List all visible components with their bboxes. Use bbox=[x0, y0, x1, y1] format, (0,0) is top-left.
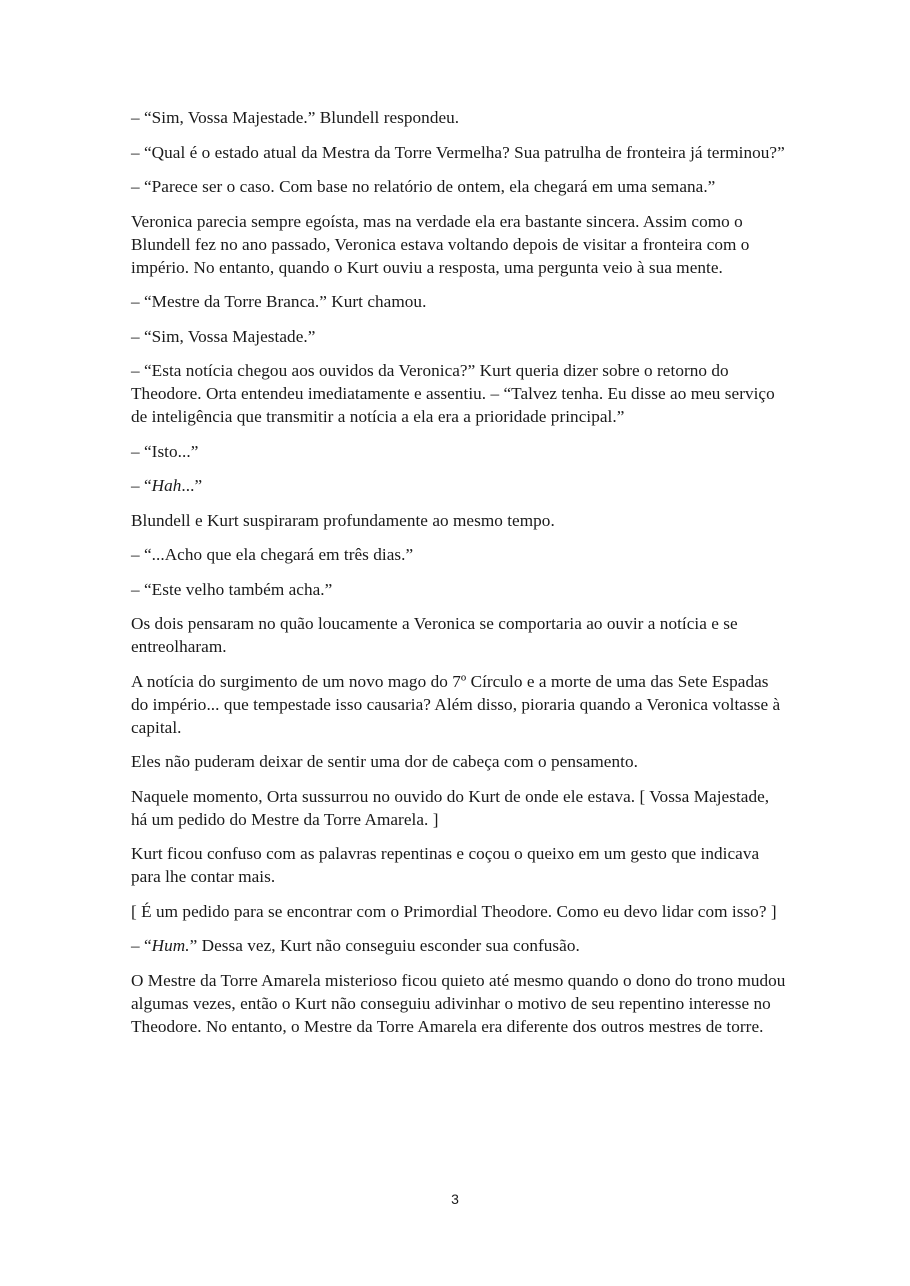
paragraph-text: – “Isto...” bbox=[131, 441, 199, 461]
paragraph-text: Veronica parecia sempre egoísta, mas na verdade ela era bastante sincera. Assim como o Blundell fez no ano passado, Veronica estava voltando depois de visitar a fronteira com o império. No entanto, quando o Kurt ouviu a resposta, uma pergunta veio à sua mente. bbox=[131, 211, 750, 277]
paragraph-text: A notícia do surgimento de um novo mago do 7º Círculo e a morte de uma das Sete Espadas do império... que tempestade isso causaria? Além disso, pioraria quando a Veronica voltasse à capital. bbox=[131, 671, 781, 737]
paragraph-text: – “Qual é o estado atual da Mestra da Torre Vermelha? Sua patrulha de fronteira já terminou?” bbox=[131, 142, 785, 162]
paragraph-text: ” Dessa vez, Kurt não conseguiu esconder sua confusão. bbox=[189, 936, 580, 955]
paragraph-text: – “Esta notícia chegou aos ouvidos da Veronica?” Kurt queria dizer sobre o retorno do Theodore. Orta entendeu imediatamente e assentiu. – “Talvez tenha. Eu disse ao meu serviço de inteligência que transmitir a notícia a ela era a prioridade principal.” bbox=[131, 361, 775, 426]
paragraph-text: [ É um pedido para se encontrar com o Primordial Theodore. Como eu devo lidar com isso? ] bbox=[131, 901, 777, 921]
paragraph bbox=[131, 440, 787, 463]
paragraph-text: – “Mestre da Torre Branca.” Kurt chamou. bbox=[131, 292, 427, 311]
paragraph-text: O Mestre da Torre Amarela misterioso ficou quieto até mesmo quando o dono do trono mudou algumas vezes, então o Kurt não conseguiu adivinhar o motivo de seu repentino interesse no Theodore. No entanto, o Mestre da Torre Amarela era diferente dos outros mestres de torre. bbox=[131, 970, 786, 1036]
paragraph-text: Os dois pensaram no quão loucamente a Veronica se comportaria ao ouvir a notícia e se entreolharam. bbox=[131, 614, 738, 656]
paragraph bbox=[131, 785, 787, 831]
paragraph-text: Eles não puderam deixar de sentir uma dor de cabeça com o pensamento. bbox=[131, 752, 638, 771]
page-number: 3 bbox=[451, 1191, 459, 1207]
paragraph bbox=[131, 359, 787, 428]
paragraph-text: – “ bbox=[131, 476, 152, 495]
paragraph bbox=[131, 210, 787, 279]
italic-text: Hum. bbox=[151, 936, 190, 955]
paragraph bbox=[131, 750, 787, 773]
paragraph bbox=[131, 934, 787, 957]
paragraph-text: – “Parece ser o caso. Com base no relatório de ontem, ela chegará em uma semana.” bbox=[131, 177, 716, 196]
paragraph bbox=[131, 969, 787, 1038]
paragraph-text: – “Este velho também acha.” bbox=[131, 579, 333, 599]
paragraph bbox=[131, 612, 787, 658]
paragraph-text: – “Sim, Vossa Majestade.” bbox=[131, 326, 316, 346]
paragraph bbox=[131, 175, 787, 198]
paragraph-text: Naquele momento, Orta sussurrou no ouvido do Kurt de onde ele estava. [ Vossa Majestade, há um pedido do Mestre da Torre Amarela. ] bbox=[131, 786, 770, 829]
paragraph bbox=[131, 543, 787, 566]
page-body bbox=[131, 106, 787, 1049]
paragraph bbox=[131, 842, 787, 888]
paragraph bbox=[131, 670, 787, 739]
paragraph-text: – “Sim, Vossa Majestade.” Blundell respondeu. bbox=[131, 108, 460, 127]
paragraph-text: – “ bbox=[131, 936, 152, 955]
paragraph bbox=[131, 578, 787, 601]
paragraph bbox=[131, 141, 787, 164]
paragraph bbox=[131, 900, 787, 923]
paragraph bbox=[131, 290, 787, 313]
paragraph bbox=[131, 106, 787, 129]
italic-text: Hah bbox=[151, 476, 182, 495]
paragraph-text: ...” bbox=[181, 476, 203, 495]
paragraph-text: Kurt ficou confuso com as palavras repentinas e coçou o queixo em um gesto que indicava para lhe contar mais. bbox=[131, 844, 760, 886]
paragraph-text: Blundell e Kurt suspiraram profundamente ao mesmo tempo. bbox=[131, 510, 555, 530]
paragraph-text: – “...Acho que ela chegará em três dias.” bbox=[131, 545, 414, 564]
paragraph bbox=[131, 325, 787, 348]
paragraph bbox=[131, 474, 787, 497]
paragraph bbox=[131, 509, 787, 532]
